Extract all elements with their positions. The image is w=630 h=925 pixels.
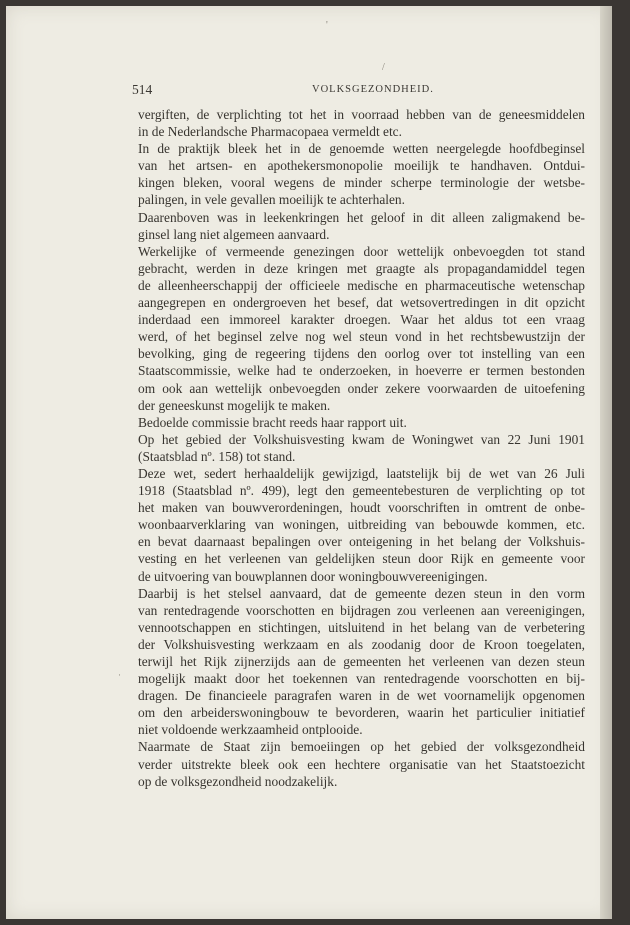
text-line: van rentedragende voorschotten en bijdragen zou verleenen aan vereenigingen,	[138, 602, 585, 618]
page-edge	[600, 6, 612, 919]
text-line: aangegrepen en ondergroeven het besef, dat wetsovertredingen in dit opzicht	[138, 295, 585, 311]
text-line: der Volkshuisvesting werkzaam en als zoodanig door de Kroon toegelaten,	[138, 636, 585, 652]
text-line: bevolking, ging de regeering tijdens den oorlog over tot instelling van een	[138, 346, 585, 362]
text-line: vennootschappen en stichtingen, uitsluitend in het belang van de verbetering	[138, 619, 585, 635]
text-line: niet voldoende werkzaamheid ontplooide.	[138, 722, 363, 738]
text-line: terwijl het Rijk zijnerzijds aan de gemeenten het verleenen van dezen steun	[138, 654, 585, 669]
text-line: Staatscommissie, welke had te onderzoeken, in hoeverre er termen bestonden	[138, 363, 585, 379]
speck-mark: ·	[118, 670, 121, 680]
text-line: dragen. De financieele paragrafen waren in de wet voornamelijk opgenomen	[138, 688, 585, 704]
text-line: om ook aan wettelijk onbevoegden onder zekere voorwaarden de uitoefening	[138, 380, 585, 396]
text-line: van het artsen- en apothekersmonopolie moeilijk te handhaven. Ontdui-	[138, 158, 585, 174]
text-line: der geneeskunst mogelijk te maken.	[138, 397, 331, 413]
text-line: de alleenheerschappij der officieele medische en pharmaceutische wetenschap	[138, 277, 585, 293]
text-line: mogelijk maakt door het toekennen van rentedragende voorschotten en bij-	[138, 671, 585, 687]
text-line: Bedoelde commissie bracht reeds haar rapport uit.	[138, 414, 407, 430]
text-line: Daarbij is het stelsel aanvaard, dat de gemeente dezen steun in den vorm	[138, 585, 585, 601]
text-line: woonbaarverklaring van woningen, uitbreiding van bebouwde kommen, etc.	[138, 517, 585, 533]
text-line: Deze wet, sedert herhaaldelijk gewijzigd, laatstelijk bij de wet van 26 Juli	[138, 465, 585, 481]
text-line: de uitvoering van bouwplannen door woningbouwvereenigingen.	[138, 568, 488, 584]
text-line: inderdaad een immoreel karakter droegen. Waar het aldus tot een vraag	[138, 312, 585, 328]
text-line: vergiften, de verplichting tot het in voorraad hebben van de geneesmiddelen	[138, 107, 585, 122]
text-line: en bevat daarnaast bepalingen over onteigening in het belang der Volkshuis-	[138, 534, 585, 550]
speck-mark: /	[382, 62, 385, 73]
text-line: op de volksgezondheid noodzakelijk.	[138, 773, 338, 789]
text-line: Op het gebied der Volkshuisvesting kwam de Woningwet van 22 Juni 1901	[138, 431, 585, 447]
text-line: 1918 (Staatsblad nº. 499), legt den gemeentebesturen de verplichting op tot	[138, 483, 585, 499]
text-line: kingen bleken, vooral wegens de minder scherpe terminologie der wetsbe-	[138, 175, 585, 191]
text-line: vesting en het verleenen van geldelijken steun door Rijk en gemeente voor	[138, 551, 585, 567]
text-line: ginsel lang niet algemeen aanvaard.	[138, 226, 330, 242]
text-line: In de praktijk bleek het in de genoemde wetten neergelegde hoofdbeginsel	[138, 141, 585, 157]
speck-mark: '	[326, 20, 328, 31]
text-line: verder uitstrekte bleek ook een hechtere organisatie van het Staatstoezicht	[138, 756, 585, 772]
text-line: werd, of het beginsel zelve nog wel steun vond in het rechtsbewustzijn der	[138, 329, 585, 345]
text-line: Werkelijke of vermeende genezingen door wettelijk onbevoegden tot stand	[138, 243, 585, 259]
running-head: VOLKSGEZONDHEID.	[312, 84, 434, 95]
page-number: 514	[132, 82, 153, 97]
text-line: Daarenboven was in leekenkringen het geloof in dit alleen zaligmakend be-	[138, 209, 585, 225]
text-line: gebracht, werden in deze kringen met graagte als propagandamiddel tegen	[138, 260, 585, 276]
text-line: het maken van bouwverordeningen, houdt voorschriften in omtrent de onbe-	[138, 500, 585, 516]
page-header	[132, 82, 584, 102]
text-line: in de Nederlandsche Pharmacopaea vermeldt etc.	[138, 124, 402, 140]
body-text	[138, 106, 585, 790]
text-line: Naarmate de Staat zijn bemoeiingen op het gebied der volksgezondheid	[138, 739, 585, 755]
text-line: (Staatsblad nº. 158) tot stand.	[138, 448, 296, 464]
text-line: om den arbeiderswoningbouw te bevorderen, waarin het particulier initiatief	[138, 705, 585, 721]
text-line: palingen, in vele gevallen moeilijk te achterhalen.	[138, 192, 405, 208]
book-page	[6, 6, 612, 919]
